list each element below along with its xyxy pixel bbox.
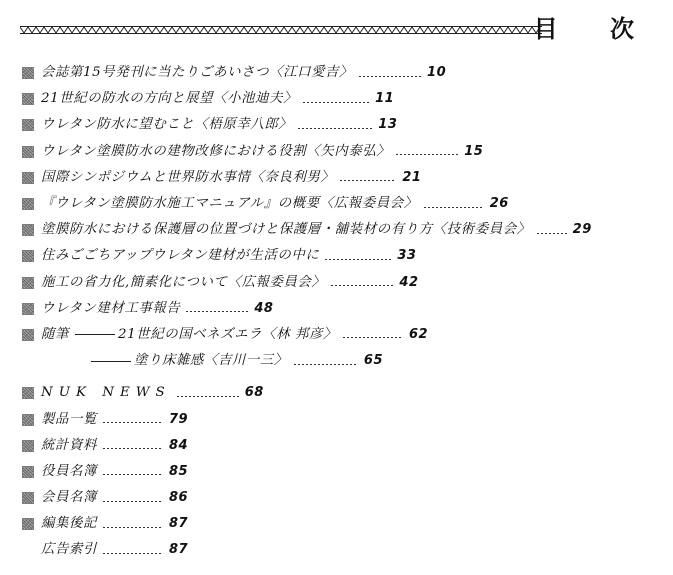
dotted-leader xyxy=(537,233,567,234)
toc-entry-page: 13 xyxy=(378,117,398,133)
toc-entry-title: NUK NEWS xyxy=(41,385,171,401)
dotted-leader xyxy=(103,422,163,423)
toc-entry-page: 15 xyxy=(464,143,484,159)
dotted-leader xyxy=(359,76,421,77)
square-bullet-icon xyxy=(22,93,34,105)
dotted-leader xyxy=(177,396,239,397)
toc-entry[interactable] xyxy=(22,139,662,165)
toc-entry[interactable] xyxy=(22,165,662,191)
square-bullet-icon xyxy=(22,277,34,289)
toc-entry-title: 編集後記 xyxy=(41,516,97,532)
toc-entry-page: 87 xyxy=(168,542,189,558)
square-bullet-icon xyxy=(22,146,34,158)
toc-entry-title: ウレタン建材工事報告 xyxy=(41,300,181,316)
toc-entry-page: 86 xyxy=(168,490,189,506)
toc-entry[interactable] xyxy=(22,348,662,374)
toc-entry-page: 68 xyxy=(244,385,264,401)
toc-entry-title: 役員名簿 xyxy=(41,463,97,479)
dotted-leader xyxy=(103,527,163,528)
square-bullet-icon xyxy=(22,224,34,236)
toc-entry[interactable] xyxy=(22,380,662,406)
toc-entry-title: 21世紀の防水の方向と展望〈小池迪夫〉 xyxy=(41,91,298,107)
dotted-leader xyxy=(396,154,458,155)
toc-entry-page: 33 xyxy=(397,248,417,264)
toc-entry[interactable] xyxy=(22,296,662,322)
toc-entry-title: 製品一覧 xyxy=(41,411,97,427)
toc-entry[interactable] xyxy=(22,243,662,269)
toc-entry[interactable] xyxy=(22,537,662,563)
table-of-contents xyxy=(22,60,662,564)
dotted-leader xyxy=(325,259,391,260)
toc-entry[interactable] xyxy=(22,459,662,485)
dotted-leader xyxy=(340,180,396,181)
toc-entry-page: 62 xyxy=(408,326,429,342)
toc-entry[interactable] xyxy=(22,511,662,537)
dotted-leader xyxy=(186,311,248,312)
square-bullet-icon xyxy=(22,329,34,341)
toc-entry-page: 84 xyxy=(168,437,189,453)
toc-entry-title: 施工の省力化,簡素化について〈広報委員会〉 xyxy=(41,274,326,290)
toc-entry-page: 26 xyxy=(489,196,509,212)
toc-entry[interactable] xyxy=(22,60,662,86)
dotted-leader xyxy=(103,501,163,502)
page-header xyxy=(20,14,660,48)
toc-entry-page: 65 xyxy=(363,353,383,369)
toc-entry-title: 随筆 xyxy=(41,326,69,342)
dotted-leader xyxy=(103,553,163,554)
toc-entry-page: 79 xyxy=(168,411,189,427)
square-bullet-icon xyxy=(22,387,34,399)
square-bullet-icon xyxy=(22,250,34,262)
toc-entry[interactable] xyxy=(22,485,662,511)
toc-entry-subtitle: 21世紀の国ベネズエラ〈林 邦彦〉 xyxy=(117,326,337,342)
toc-entry-title: 国際シンポジウムと世界防水事情〈奈良利男〉 xyxy=(41,169,335,185)
dotted-leader xyxy=(294,364,358,365)
toc-entry[interactable] xyxy=(22,270,662,296)
square-bullet-icon xyxy=(22,303,34,315)
toc-entry[interactable] xyxy=(22,217,662,243)
toc-entry-page: 21 xyxy=(402,169,422,185)
toc-entry-title: 塗膜防水における保護層の位置づけと保護層・舗装材の有り方〈技術委員会〉 xyxy=(41,222,531,238)
toc-entry-title: 広告索引 xyxy=(41,542,97,558)
toc-entry-page: 85 xyxy=(168,463,189,479)
square-bullet-icon xyxy=(22,172,34,184)
em-dash-rule xyxy=(75,334,115,335)
square-bullet-icon xyxy=(22,414,34,426)
toc-entry[interactable] xyxy=(22,86,662,112)
toc-entry-title: 会員名簿 xyxy=(41,490,97,506)
dotted-leader xyxy=(298,128,372,129)
blank-bullet-spacer xyxy=(22,355,34,367)
square-bullet-icon xyxy=(22,466,34,478)
square-bullet-icon xyxy=(22,119,34,131)
dotted-leader xyxy=(343,337,403,338)
toc-entry-page: 48 xyxy=(254,300,274,316)
toc-entry-title: ウレタン防水に望むこと〈梧原幸八郎〉 xyxy=(41,117,293,133)
square-bullet-icon xyxy=(22,518,34,530)
dotted-leader xyxy=(331,285,393,286)
square-bullet-icon xyxy=(22,67,34,79)
header-zigzag-rule xyxy=(20,26,542,34)
toc-entry-title: ウレタン塗膜防水の建物改修における役割〈矢内泰弘〉 xyxy=(41,143,391,159)
toc-entry-subtitle: 塗り床雑感〈吉川一三〉 xyxy=(134,353,288,369)
toc-entry-page: 29 xyxy=(572,222,592,238)
toc-entry-page: 87 xyxy=(168,516,189,532)
toc-entry[interactable] xyxy=(22,406,662,432)
toc-entry-title: 会誌第15号発刊に当たりごあいさつ〈江口愛吉〉 xyxy=(41,65,354,81)
toc-entry-page: 42 xyxy=(399,274,419,290)
toc-entry-title: 『ウレタン塗膜防水施工マニュアル』の概要〈広報委員会〉 xyxy=(41,196,418,212)
blank-bullet-spacer xyxy=(22,544,34,556)
dotted-leader xyxy=(424,207,484,208)
dotted-leader xyxy=(103,474,163,475)
toc-entry-title: 住みごごちアップウレタン建材が生活の中に xyxy=(41,248,320,264)
toc-entry[interactable] xyxy=(22,191,662,217)
em-dash-rule xyxy=(91,361,131,362)
toc-entry-page: 11 xyxy=(375,91,395,107)
toc-entry[interactable] xyxy=(22,322,662,348)
toc-entry-title: 統計資料 xyxy=(41,437,97,453)
dotted-leader xyxy=(303,102,369,103)
square-bullet-icon xyxy=(22,198,34,210)
toc-entry-page: 10 xyxy=(427,65,447,81)
toc-entry[interactable] xyxy=(22,433,662,459)
square-bullet-icon xyxy=(22,440,34,452)
toc-entry[interactable] xyxy=(22,112,662,138)
page-title: 目 次 xyxy=(533,15,656,43)
square-bullet-icon xyxy=(22,492,34,504)
dotted-leader xyxy=(103,448,163,449)
